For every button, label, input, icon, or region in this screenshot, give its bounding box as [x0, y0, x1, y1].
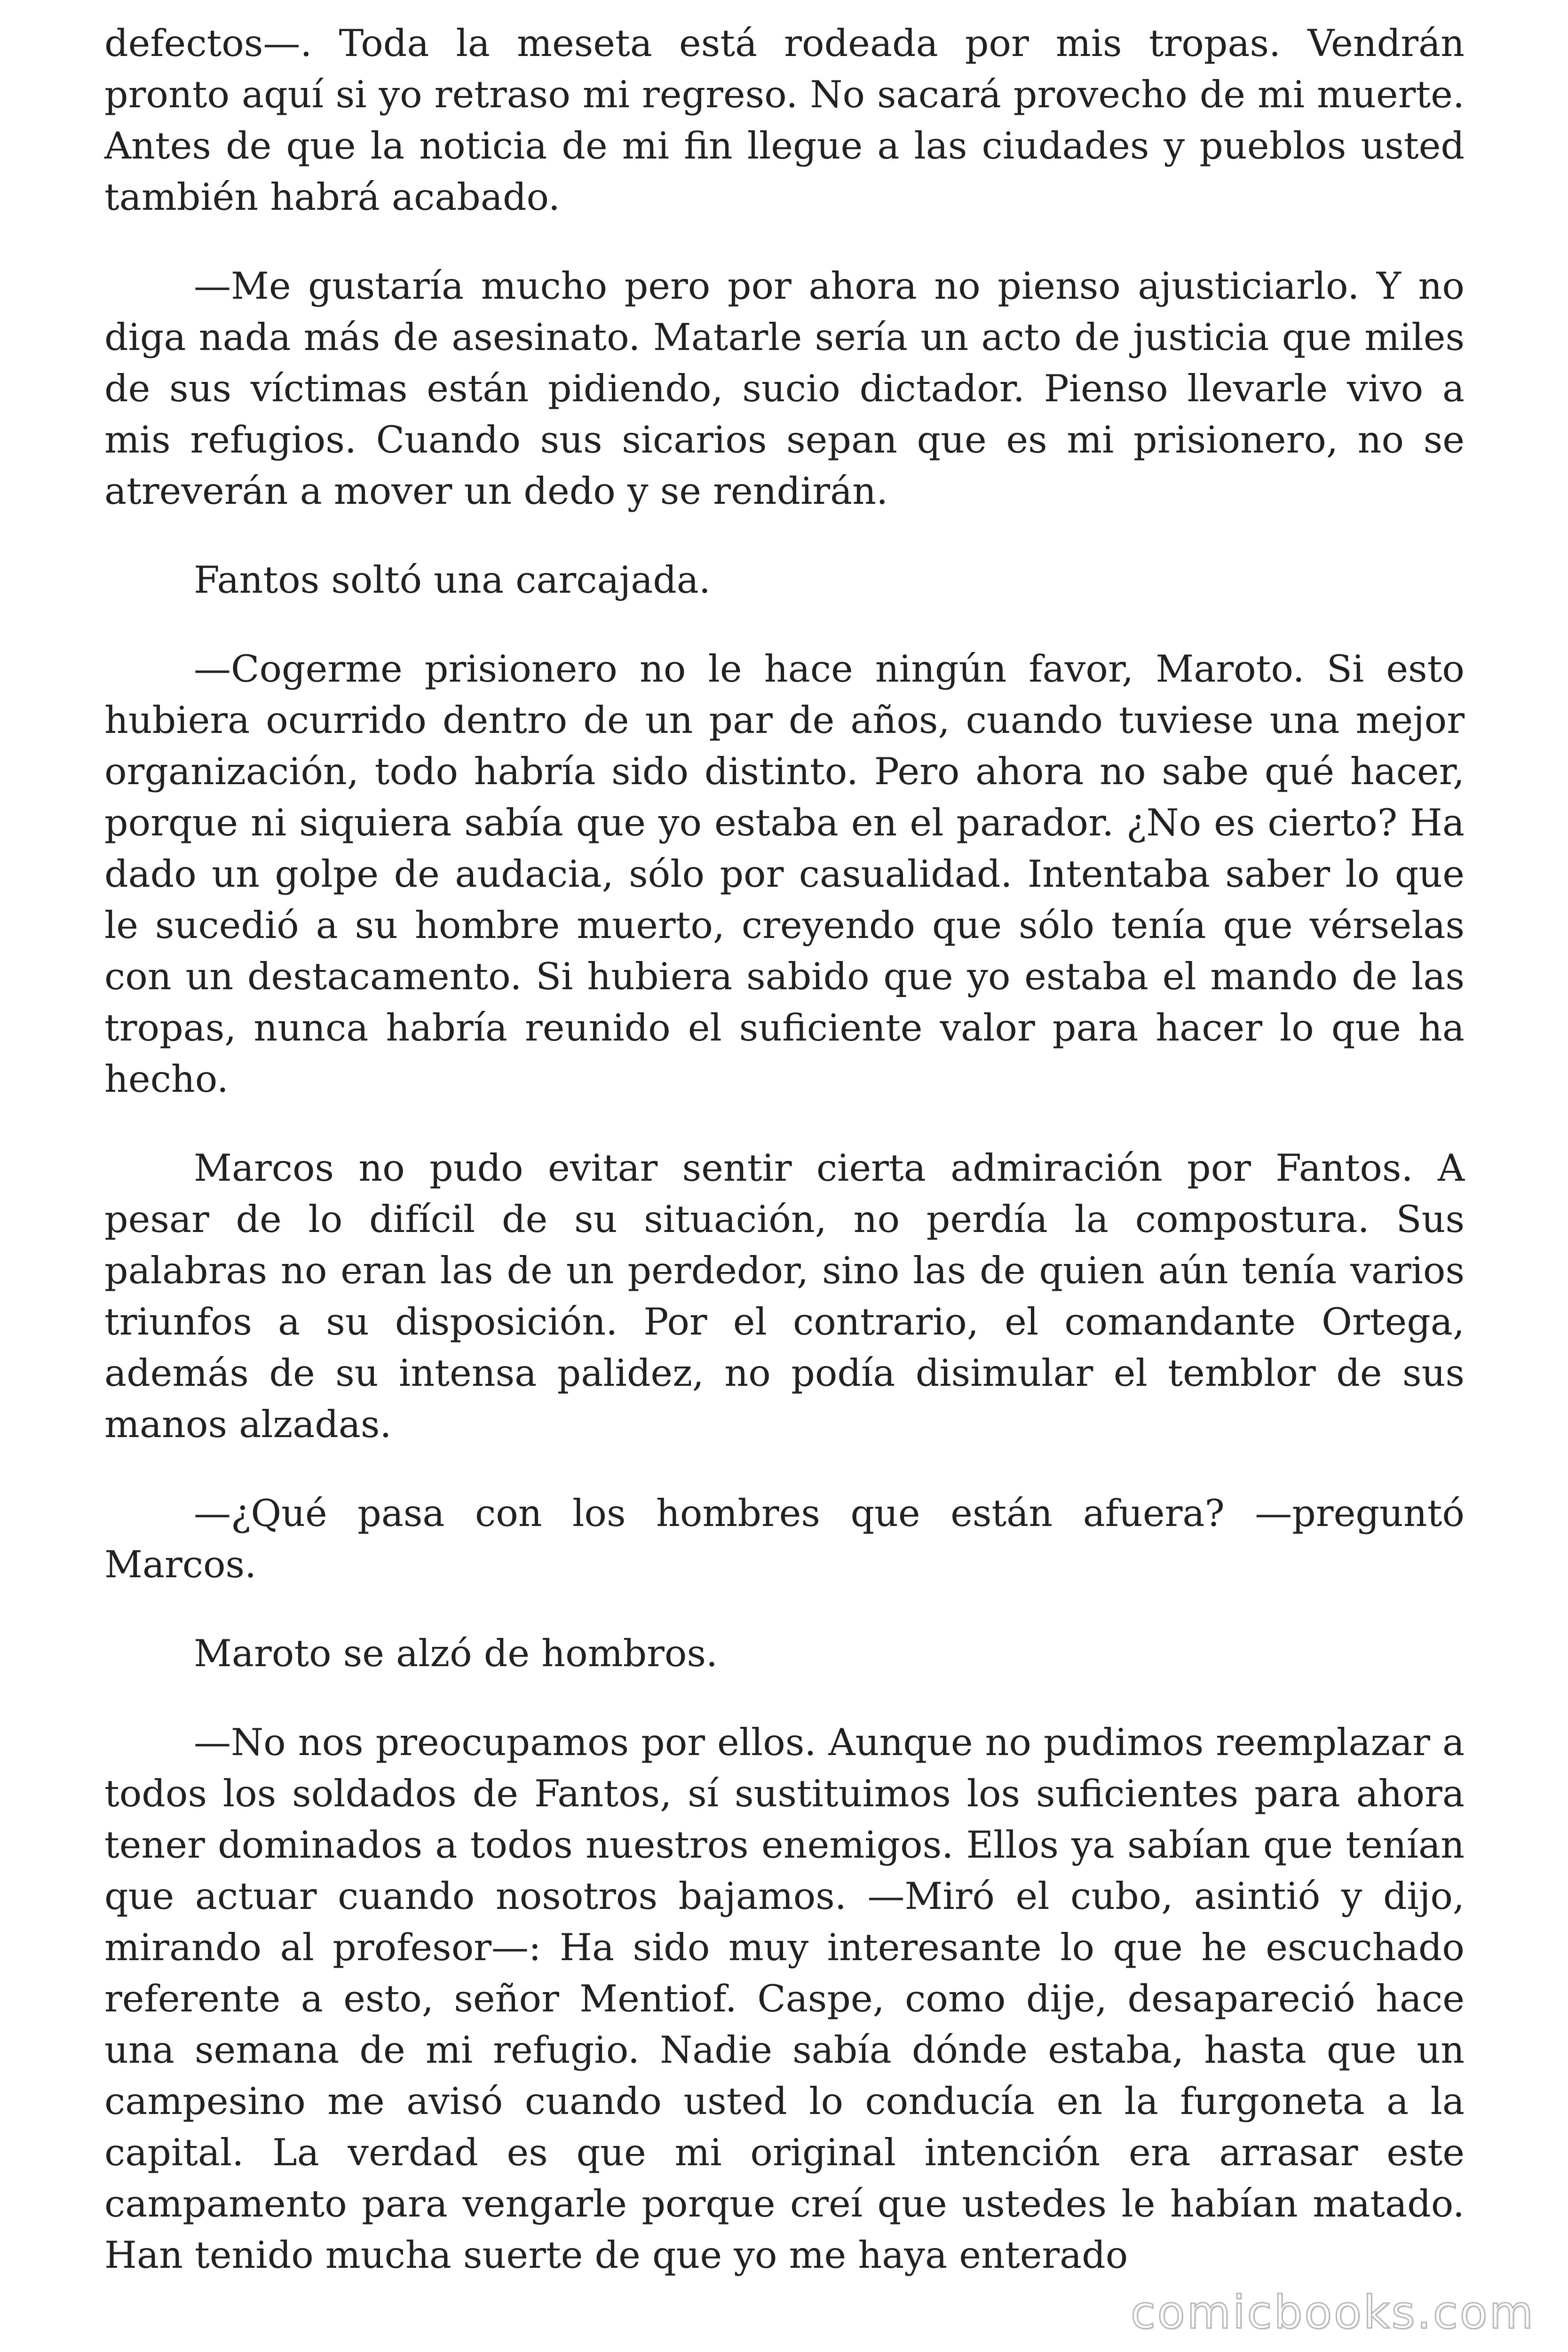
paragraph: —Cogerme prisionero no le hace ningún favor, Maroto. Si esto hubiera ocurrido dentro de un par de años, cuando tuviese una mejor organización, todo habría sido distinto. Pero ahora no sabe qué hacer, porque ni siquiera sabía que yo estaba en el parador. ¿No es cierto? Ha dado un golpe de audacia, sólo por casualidad. Intentaba saber lo que le sucedió a su hombre muerto, creyendo que sólo tenía que vérselas con un destacamento. Si hubiera sabido que yo estaba el mando de las tropas, nunca habría reunido el suficiente valor para hacer lo que ha hecho.	[104, 647, 1465, 1101]
book-page-text	[104, 18, 1465, 2319]
paragraph: —No nos preocupamos por ellos. Aunque no pudimos reemplazar a todos los soldados de Fantos, sí sustituimos los suficientes para ahora tener dominados a todos nuestros enemigos. Ellos ya sabían que tenían que actuar cuando nosotros bajamos. —Miró el cubo, asintió y dijo, mirando al profesor—: Ha sido muy interesante lo que he escuchado referente a esto, señor Mentiof. Caspe, como dije, desapareció hace una semana de mi refugio. Nadie sabía dónde estaba, hasta que un campesino me avisó cuando usted lo conducía en la furgoneta a la capital. La verdad es que mi original intención era arrasar este campamento para vengarle porque creí que ustedes le habían matado. Han tenido mucha suerte de que yo me haya enterado	[104, 1721, 1465, 2277]
paragraph: Marcos no pudo evitar sentir cierta admiración por Fantos. A pesar de lo difícil de su situación, no perdía la compostura. Sus palabras no eran las de un perdedor, sino las de quien aún tenía varios triunfos a su disposición. Por el contrario, el comandante Ortega, además de su intensa palidez, no podía disimular el temblor de sus manos alzadas.	[104, 1146, 1465, 1446]
watermark: comicbooks.com	[1130, 2286, 1535, 2339]
paragraph: —Me gustaría mucho pero por ahora no pienso ajusticiarlo. Y no diga nada más de asesinato. Matarle sería un acto de justicia que miles de sus víctimas están pidiendo, sucio dictador. Pienso llevarle vivo a mis refugios. Cuando sus sicarios sepan que es mi prisionero, no se atreverán a mover un dedo y se rendirán.	[104, 264, 1465, 513]
paragraph: Maroto se alzó de hombros.	[194, 1632, 718, 1675]
paragraph: defectos—. Toda la meseta está rodeada por mis tropas. Vendrán pronto aquí si yo retraso mi regreso. No sacará provecho de mi muerte. Antes de que la noticia de mi fin llegue a las ciudades y pueblos usted también habrá acabado.	[104, 22, 1465, 219]
paragraph: Fantos soltó una carcajada.	[194, 558, 711, 602]
paragraph: —¿Qué pasa con los hombres que están afuera? —preguntó Marcos.	[104, 1492, 1465, 1586]
